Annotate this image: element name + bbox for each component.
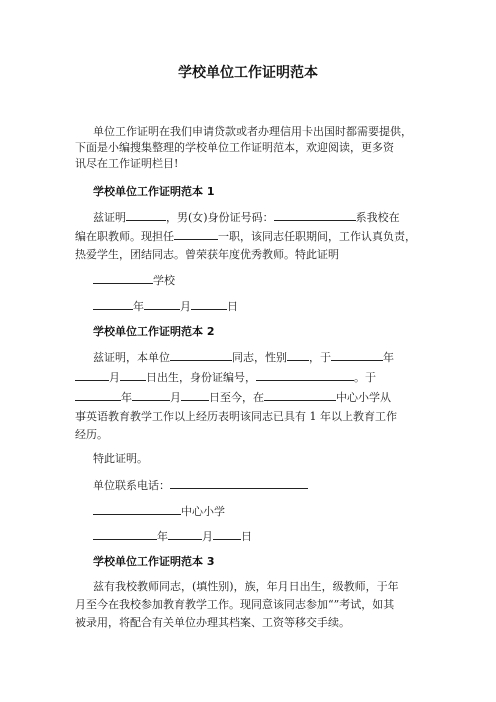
day-label: 日 — [227, 300, 238, 313]
blank-field — [75, 390, 121, 401]
intro-line-3: 讯尽在工作证明栏目! — [75, 157, 179, 170]
intro-line-1: 单位工作证明在我们申请贷款或者办理信用卡出国时都需要提供， — [93, 125, 412, 138]
s2-special-line: 特此证明。 — [93, 452, 148, 465]
blank-field — [213, 529, 241, 540]
blank-field — [144, 299, 180, 310]
blank-field — [93, 504, 181, 515]
blank-field — [132, 390, 170, 401]
s3-line-2: 月至今在我校参加教育教学工作。现同意该同志参加“”考试，如其 — [75, 598, 395, 611]
blank-field — [93, 299, 133, 310]
month-label: 月 — [180, 300, 191, 313]
s2-phone-line — [93, 478, 308, 493]
s1-school-line — [93, 273, 175, 288]
s2-text: 日出生，身份证编号， — [146, 371, 256, 384]
blank-field — [120, 370, 146, 381]
s3-line-1: 兹有我校教师同志，(填性别)，族，年月日出生，级教师，于年 — [93, 580, 399, 593]
s2-line-3 — [75, 390, 391, 405]
blank-field — [170, 478, 308, 489]
page-title: 学校单位工作证明范本 — [178, 65, 318, 81]
s2-text: 月 — [109, 371, 120, 384]
s2-text: 。于 — [354, 371, 376, 384]
s2-text: 日至今，在 — [209, 391, 264, 404]
s2-line-2 — [75, 370, 376, 385]
s2-text: 年 — [383, 351, 394, 364]
year-label: 年 — [157, 530, 168, 543]
blank-field — [181, 390, 209, 401]
s2-text: 同志，性别 — [232, 351, 287, 364]
s1-school-label: 学校 — [153, 274, 175, 287]
s1-line-2 — [75, 229, 416, 244]
blank-field — [256, 370, 354, 381]
section-3-heading: 学校单位工作证明范本 3 — [93, 555, 215, 568]
blank-field — [191, 299, 227, 310]
section-1-heading: 学校单位工作证明范本 1 — [93, 185, 215, 198]
s1-text: 兹证明 — [93, 211, 126, 224]
s1-line-1 — [93, 210, 400, 225]
blank-field — [126, 210, 166, 221]
s2-line-1 — [93, 350, 394, 365]
month-label: 月 — [202, 530, 213, 543]
blank-field — [75, 370, 109, 381]
blank-field — [174, 229, 218, 240]
intro-line-2: 下面是小编搜集整理的学校单位工作证明范本，欢迎阅读，更多资 — [75, 141, 394, 154]
blank-field — [274, 210, 356, 221]
s1-text: 系我校在 — [355, 211, 400, 224]
blank-field — [331, 350, 383, 361]
blank-field — [264, 390, 336, 401]
s2-line-4: 事英语教育教学工作以上经历表明该同志已具有 1 年以上教育工作 — [75, 410, 397, 423]
s2-text: 月 — [170, 391, 181, 404]
s2-line-5: 经历。 — [75, 428, 108, 441]
blank-field — [93, 529, 157, 540]
s2-text: ，于 — [309, 351, 331, 364]
day-label: 日 — [241, 530, 252, 543]
s1-text: 编在职教师。现担任 — [75, 230, 174, 243]
s2-school-label: 中心小学 — [181, 505, 225, 518]
phone-label: 单位联系电话： — [93, 479, 170, 492]
s2-text: 中心小学从 — [336, 391, 391, 404]
blank-field — [170, 350, 232, 361]
year-label: 年 — [133, 300, 144, 313]
s2-text: 年 — [121, 391, 132, 404]
s2-text: 兹证明，本单位 — [93, 351, 170, 364]
s3-line-3: 被录用，将配合有关单位办理其档案、工资等移交手续。 — [75, 616, 350, 629]
s1-date-line — [93, 299, 238, 314]
section-2-heading: 学校单位工作证明范本 2 — [93, 325, 215, 338]
s1-text: ，男(女)身份证号码： — [166, 211, 274, 224]
blank-field — [287, 350, 309, 361]
s2-date-line — [93, 529, 252, 544]
s2-school-line — [93, 504, 225, 519]
s1-text: 一职，该同志任职期间，工作认真负责， — [218, 230, 416, 243]
s1-line-3: 热爱学生，团结同志。曾荣获年度优秀教师。特此证明 — [75, 248, 339, 261]
blank-field — [168, 529, 202, 540]
blank-field — [93, 273, 153, 284]
